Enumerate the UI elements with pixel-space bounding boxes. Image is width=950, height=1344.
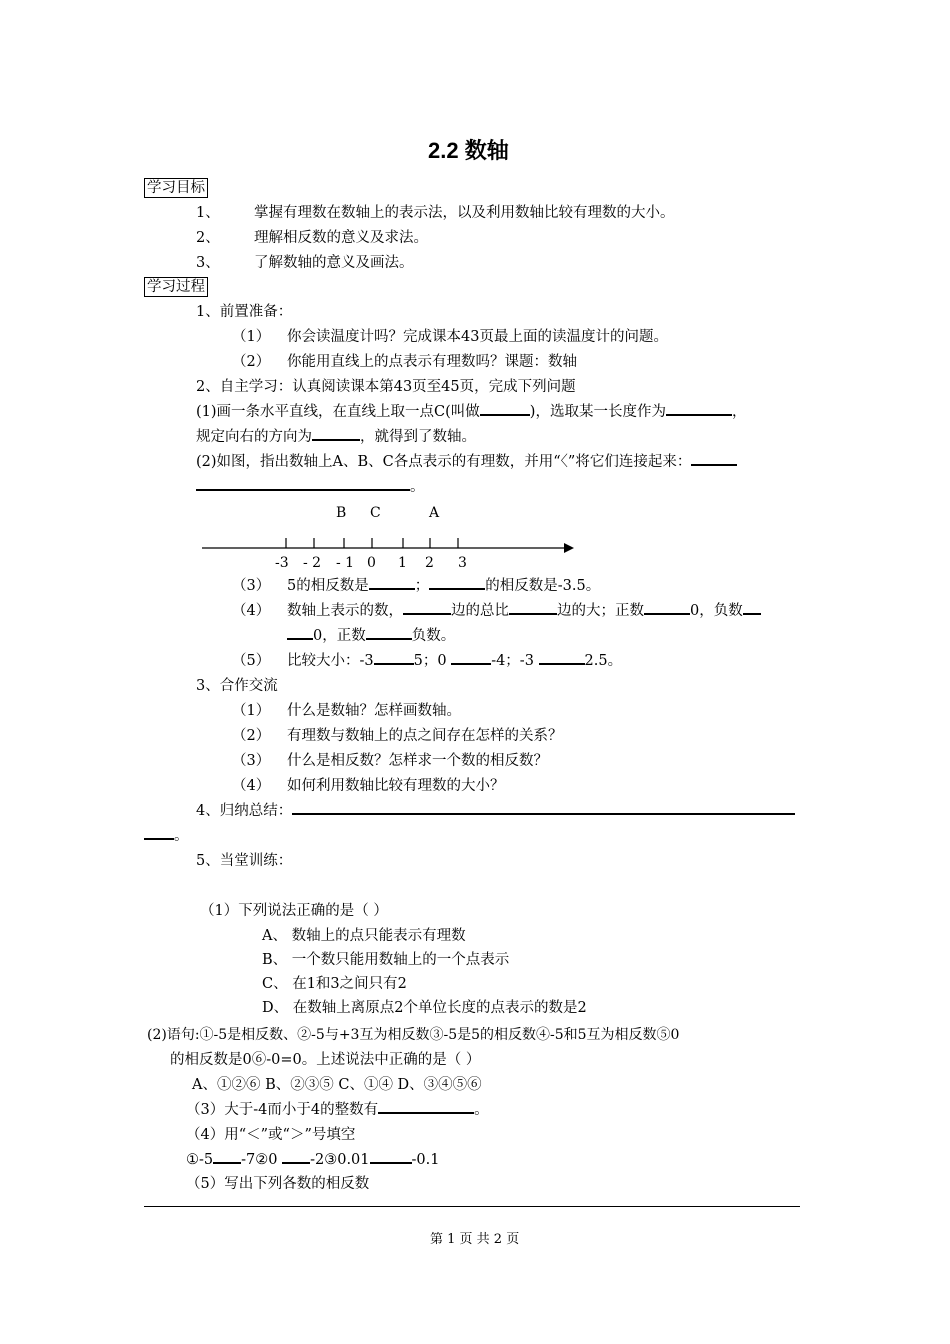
self-study-title: 2、自主学习：认真阅读课本第43页至45页，完成下列问题 [196,379,576,395]
practice-q5: （5）写出下列各数的相反数 [186,1176,370,1192]
self-study-q1-line1 [196,402,746,422]
practice-title: 5、当堂训练： [196,853,293,869]
prep-item-2-num: （2） [232,354,271,370]
page-footer: 第 1 页 共 2 页 [430,1232,520,1247]
cooperate-item-1: 什么是数轴？怎样画数轴。 [287,703,461,719]
self-study-q5-num: （5） [232,653,271,669]
practice-q3 [186,1100,489,1120]
q4-text-d: 0，负数 [690,603,743,619]
summary-title: 4、归纳总结： [196,803,293,819]
q4-text-e: 0，正数 [313,628,366,644]
q4-blank-1[interactable] [403,601,451,615]
prep-item-1: 你会读温度计吗？完成课本43页最上面的读温度计的问题。 [287,329,668,345]
q4-item-b: -7②0 [241,1152,283,1168]
cooperate-item-2-num: （2） [232,728,271,744]
goal-item-3: 了解数轴的意义及画法。 [254,255,414,271]
tick-label: 1 [398,555,407,571]
practice-q3-blank[interactable] [378,1100,474,1114]
q1-text-b: )，选取某一长度作为 [529,404,666,420]
tick-label: 0 [367,555,376,571]
practice-q4-blank-3[interactable] [370,1150,412,1164]
self-study-q1-line2 [196,427,476,447]
q5-text-c: -4；-3 [491,653,539,669]
q4-item-c: -2③0.01 [310,1152,370,1168]
axis-arrow [564,543,574,553]
q5-text-a: 比较大小：-3 [287,653,374,669]
practice-q4: （4）用“＜”或“＞”号填空 [186,1127,356,1143]
tick-label: - 2 [303,555,322,571]
q4-text-c: 边的大；正数 [557,603,644,619]
practice-q2-options: A、①②⑥ B、②③⑤ C、①④ D、③④⑤⑥ [192,1077,482,1093]
summary-line2 [144,826,189,846]
q3-text-a: 5的相反数是 [287,578,369,594]
goals-heading: 学习目标 [144,178,208,198]
practice-q1-option-d: D、 在数轴上离原点2个单位长度的点表示的数是2 [262,1000,587,1016]
q3-text-b: ； [414,578,430,594]
q3-text-c: 的相反数是-3.5。 [485,578,601,594]
tick-label: - 1 [336,555,355,571]
q1-text-e: ，就得到了数轴。 [360,429,476,445]
summary-end: 。 [174,828,189,844]
q2-end: 。 [410,479,425,495]
page-title: 2.2 数轴 [428,138,509,163]
prep-title: 1、前置准备： [196,304,293,320]
cooperate-title: 3、合作交流 [196,678,278,694]
tick-marks [286,538,458,548]
q2-blank-1[interactable] [691,452,737,466]
q4-text-a: 数轴上表示的数， [287,603,403,619]
practice-q1-option-c: C、 在1和3之间只有2 [262,976,407,992]
practice-q3-text: （3）大于-4而小于4的整数有 [186,1102,379,1118]
q1-blank-3[interactable] [312,427,360,441]
self-study-q5 [287,651,622,671]
q4-blank-3[interactable] [644,601,690,615]
point-label-b: B [336,505,347,521]
goal-item-1-num: 1、 [196,205,220,221]
q1-text-a: (1)画一条水平直线，在直线上取一点C(叫做 [196,404,480,420]
q4-blank-6[interactable] [366,626,412,640]
practice-q4-items [186,1150,439,1170]
q1-text-d: 规定向右的方向为 [196,429,312,445]
self-study-q3-num: （3） [232,578,271,594]
q4-item-a: ①-5 [186,1152,214,1168]
practice-q2-line2: 的相反数是0⑥-0=0。上述说法中正确的是（ ） [170,1052,481,1068]
self-study-q2-line1 [196,452,737,472]
q4-blank-5[interactable] [287,626,313,640]
tick-label: 3 [458,555,467,571]
point-label-a: A [429,505,440,521]
practice-q4-blank-2[interactable] [282,1150,310,1164]
q1-text-c: ， [731,404,747,420]
process-heading: 学习过程 [144,277,208,297]
q5-blank-2[interactable] [451,651,491,665]
practice-q4-blank-1[interactable] [213,1150,241,1164]
q1-blank-1[interactable] [480,402,530,416]
goal-item-2-num: 2、 [196,230,220,246]
practice-q1-option-a: A、 数轴上的点只能表示有理数 [262,928,466,944]
self-study-q4-line2 [287,626,455,646]
q4-text-f: 负数。 [411,628,456,644]
self-study-q3 [287,576,600,596]
q1-blank-2[interactable] [666,402,732,416]
cooperate-item-3: 什么是相反数？怎样求一个数的相反数？ [287,753,548,769]
q3-blank-2[interactable] [429,576,485,590]
q2-text: (2)如图，指出数轴上A、B、C各点表示的有理数，并用“〈”将它们连接起来： [196,454,692,470]
number-line-figure [190,498,590,573]
prep-item-2: 你能用直线上的点表示有理数吗？课题：数轴 [287,354,577,370]
q4-blank-4[interactable] [743,601,761,615]
q5-blank-3[interactable] [539,651,585,665]
cooperate-item-3-num: （3） [232,753,271,769]
self-study-q2-line2 [196,477,425,497]
practice-q1: （1）下列说法正确的是（ ） [200,903,388,919]
goal-item-3-num: 3、 [196,255,220,271]
tick-label: -3 [275,555,289,571]
q2-blank-2[interactable] [196,477,410,491]
goal-item-1: 掌握有理数在数轴上的表示法，以及利用数轴比较有理数的大小。 [254,205,675,221]
cooperate-item-4-num: （4） [232,778,271,794]
cooperate-item-2: 有理数与数轴上的点之间存在怎样的关系？ [287,728,563,744]
self-study-q4-line1 [287,601,761,621]
cooperate-item-1-num: （1） [232,703,271,719]
goal-item-2: 理解相反数的意义及求法。 [254,230,428,246]
summary-line1 [196,801,795,821]
q4-blank-2[interactable] [509,601,557,615]
q5-text-d: 2.5。 [584,653,623,669]
tick-label: 2 [425,555,434,571]
q5-blank-1[interactable] [374,651,414,665]
q4-text-b: 边的总比 [451,603,509,619]
footer-divider [144,1206,800,1207]
q4-item-d: -0.1 [411,1152,440,1168]
point-label-c: C [370,505,381,521]
q5-text-b: 5；0 [413,653,452,669]
summary-blank-2[interactable] [144,826,174,840]
self-study-q4-num: （4） [232,603,271,619]
summary-blank-1[interactable] [292,801,795,815]
practice-q2-line1: (2)语句:①-5是相反数、②-5与+3互为相反数③-5是5的相反数④-5和5互为相反数⑤0 [147,1027,680,1043]
prep-item-1-num: （1） [232,329,271,345]
cooperate-item-4: 如何利用数轴比较有理数的大小？ [287,778,505,794]
practice-q3-end: 。 [474,1102,489,1118]
practice-q1-option-b: B、 一个数只能用数轴上的一个点表示 [262,952,510,968]
q3-blank-1[interactable] [369,576,415,590]
